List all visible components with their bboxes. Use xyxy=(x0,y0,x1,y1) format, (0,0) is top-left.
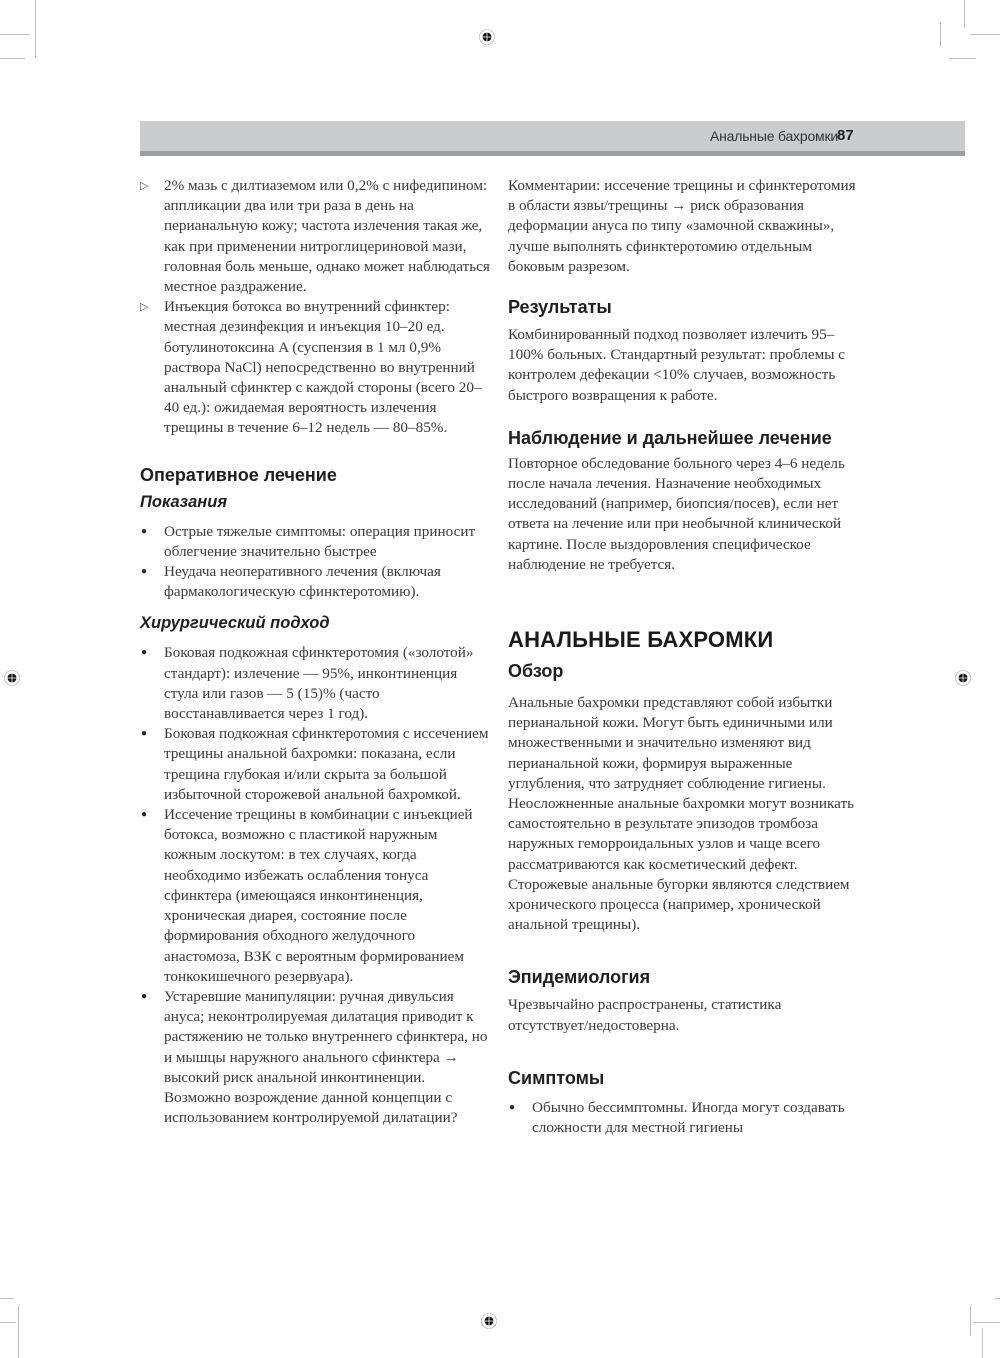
list-item xyxy=(140,724,492,805)
followup-paragraph: Повторное обследование больного через 4–6 недель после начала лечения. Назначение необходимых исследований (например, биопсия/посев), если нет ответа на лечение или при необычной клинической картине. После выздоровления специфическое наблюдение не требуется. xyxy=(508,454,845,573)
crop-mark xyxy=(0,1322,16,1323)
crop-mark xyxy=(970,34,1000,35)
list-item xyxy=(140,522,492,562)
crop-mark xyxy=(18,1306,19,1358)
bullet-icon: ● xyxy=(141,990,148,1002)
chapter-title: АНАЛЬНЫЕ БАХРОМКИ xyxy=(508,627,774,653)
list-item-text: Боковая подкожная сфинктеротомия с иссечением трещины анальной бахромки: показана, если трещина глубокая и/или скрыта за большой избыточной сторожевой анальной бахромкой. xyxy=(164,725,489,803)
crop-mark xyxy=(0,1298,14,1299)
list-item xyxy=(140,176,492,297)
registration-mark-icon xyxy=(478,28,496,46)
right-column xyxy=(508,176,860,1138)
bullet-icon: ● xyxy=(141,566,148,578)
overview-heading: Обзор xyxy=(508,661,564,682)
list-item-text: 2% мазь с дилтиаземом или 0,2% с нифедипином: аппликации два или три раза в день на перианальную кожу; частота излечения такая же, как при применении нитроглицериновой мази, головная боль меньше, однако может наблюдаться местное раздражение. xyxy=(164,177,490,296)
crop-mark xyxy=(0,34,30,35)
list-item xyxy=(140,805,492,987)
crop-mark xyxy=(35,0,36,58)
left-column xyxy=(140,176,492,1128)
overview-paragraph: Анальные бахромки представляют собой избытки перианальной кожи. Могут быть единичными или множественными и значительно изменяют вид перианальной кожи, формируя выраженные углубления, что затрудняет соблюдение гигиены. Неосложненные анальные бахромки могут возникать самостоятельно в результате эпизодов тромбоза наружных геморроидальных узлов и чаще всего рассматриваются как косметический дефект. Сторожевые анальные бугорки являются следствием хронического процесса (например, хронической анальной трещины). xyxy=(508,694,855,934)
triangle-bullet-icon: ▷ xyxy=(140,180,149,192)
indications-heading: Показания xyxy=(140,492,228,511)
bullet-icon: ● xyxy=(141,525,148,537)
crop-mark xyxy=(940,22,941,47)
operative-treatment-heading: Оперативное лечение xyxy=(140,464,337,485)
bullet-icon: ● xyxy=(141,809,148,821)
treatment-options-list xyxy=(140,176,492,439)
registration-mark-icon xyxy=(480,1312,498,1330)
list-item-text: Обычно бессимптомны. Иногда могут создавать сложности для местной гигиены xyxy=(532,1098,845,1137)
list-item xyxy=(508,1098,860,1138)
crop-mark xyxy=(950,58,976,59)
crop-mark xyxy=(970,1306,971,1336)
registration-mark-icon xyxy=(954,669,972,687)
crop-mark xyxy=(995,1298,1000,1299)
crop-mark xyxy=(964,0,965,28)
list-item-text: Иссечение трещины в комбинации с инъекцией ботокса, возможно с пластикой наружным кожным лоскутом: в тех случаях, когда необходимо избежать ослабления тонуса сфинктера (имеющаяся инконтиненция, хроническая диарея, состояние после формирования обходного желудочного анастомоза, ВЗК с вероятным формированием тонкокишечного резервуара). xyxy=(164,806,473,985)
list-item xyxy=(140,643,492,724)
crop-mark xyxy=(0,58,25,59)
triangle-bullet-icon: ▷ xyxy=(140,301,149,314)
indications-list xyxy=(140,522,492,603)
running-header-rule xyxy=(140,151,965,156)
list-item-text: Острые тяжелые симптомы: операция приносит облегчение значительно быстрее xyxy=(164,522,476,560)
list-item xyxy=(140,297,492,438)
symptoms-heading: Симптомы xyxy=(508,1067,605,1088)
list-item xyxy=(140,562,492,602)
comments-paragraph: Комментарии: иссечение трещины и сфинктеротомия в области язвы/трещины → риск образования деформации ануса по типу «замочной скважины», лучше выполнять сфинктеротомию отдельным боковым разрезом. xyxy=(508,177,856,275)
epidemiology-paragraph: Чрезвычайно распространены, статистика отсутствует/недостоверна. xyxy=(508,996,782,1034)
surgical-approach-list xyxy=(140,643,492,1128)
results-paragraph: Комбинированный подход позволяет излечить 95–100% больных. Стандартный результат: проблемы с контролем дефекации <10% случаев, возможность быстрого возвращения к работе. xyxy=(508,326,845,404)
running-title: Анальные бахромки xyxy=(709,128,838,144)
list-item-text: Инъекция ботокса во внутренний сфинктер: местная дезинфекция и инъекция 10–20 ед. ботулинотоксина A (суспензия в 1 мл 0,9% раствора NaCl) непосредственно во внутренний анальный сфинктер с каждой стороны (всего 20–40 ед.): ожидаемая вероятность излечения трещины в течение 6–12 недель — 80–85%. xyxy=(164,298,482,437)
registration-mark-icon xyxy=(3,669,21,687)
epidemiology-heading: Эпидемиология xyxy=(508,967,651,988)
page-number: 87 xyxy=(837,127,854,144)
results-heading: Результаты xyxy=(508,297,612,318)
bullet-icon: ● xyxy=(509,1101,516,1113)
list-item-text: Боковая подкожная сфинктеротомия («золотой» стандарт): излечение — 95%, инконтиненция стула или газов — 5 (15)% (часто восстанавливается через 1 год). xyxy=(164,644,474,723)
list-item xyxy=(140,987,492,1128)
symptoms-list xyxy=(508,1098,860,1138)
followup-heading: Наблюдение и дальнейшее лечение xyxy=(508,427,832,448)
list-item-text: Устаревшие манипуляции: ручная дивульсия ануса; неконтролируемая дилатация приводит к растяжению не только внутреннего сфинктера, но и мышцы наружного анального сфинктера → высокий риск анальной инконтиненции. Возможно возрождение данной концепции с использованием контролируемой дилатации? xyxy=(164,987,488,1127)
bullet-icon: ● xyxy=(141,728,148,740)
list-item-text: Неудача неоперативного лечения (включая фармакологическую сфинктеротомию). xyxy=(164,563,441,601)
crop-mark xyxy=(982,1328,983,1358)
crop-mark xyxy=(974,1322,1000,1323)
bullet-icon: ● xyxy=(141,647,148,659)
surgical-approach-heading: Хирургический подход xyxy=(140,614,330,633)
